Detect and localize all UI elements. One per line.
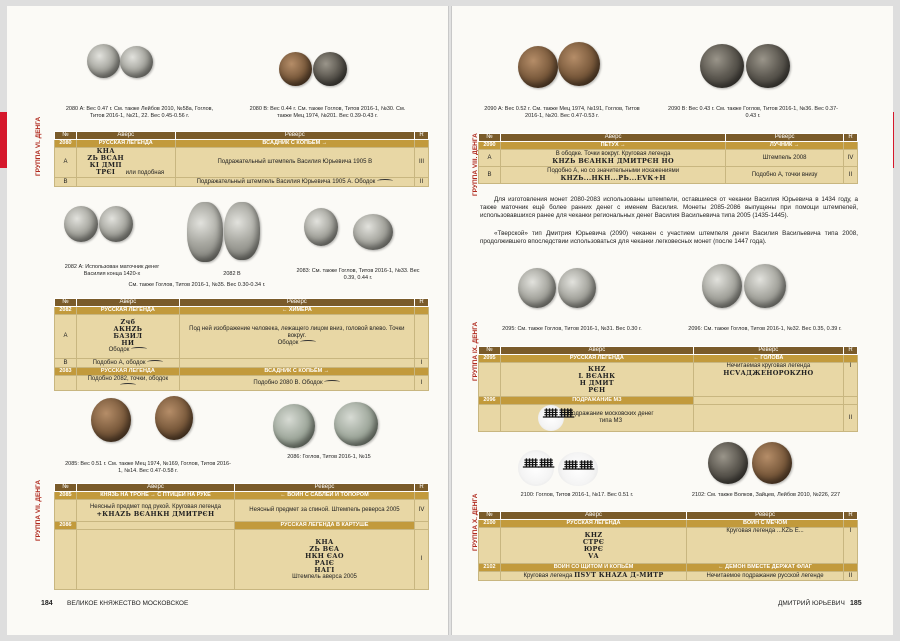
body-paragraph: Для изготовления монет 2080-2083 использованы штемпели, оставшиеся от чеканки Василия Юрьевича в 1434 году, а также маточник ещё более ранних денег с именем Василия. Монеты 2085-2086 выпущены при помощи штемпелей, использовавшихся ранее для чеканки региональных денег Василия Васильевича типа 2005 (1435-1445). bbox=[480, 196, 858, 219]
coin-photo-obverse bbox=[187, 202, 223, 262]
column-header: Реверс bbox=[693, 347, 843, 355]
coin-caption: 2096: См. также Гоглов, Титов 2016-1, №32. Вес 0.35, 0.39 г. bbox=[688, 326, 842, 332]
obverse-description: Неясный предмет под рукой. Круговая легенда bbox=[89, 503, 221, 510]
column-header: № bbox=[479, 512, 501, 520]
section-heading: ← ГОЛОВА bbox=[693, 355, 843, 363]
section-heading: РУССКАЯ ЛЕГЕНДА bbox=[77, 368, 180, 376]
column-header: R bbox=[844, 134, 858, 142]
section-heading: ВОИН С МЕЧОМ bbox=[687, 520, 844, 528]
type-number: 2082 bbox=[55, 307, 77, 315]
column-header: R bbox=[415, 132, 429, 140]
coin-photo-reverse bbox=[353, 214, 393, 250]
coin-photo-reverse bbox=[313, 52, 347, 86]
reverse-description: Под ней изображение человека, лежащего лицом вниз, головой влево. Точки вокруг. bbox=[189, 326, 405, 339]
coin-caption: 2082 В bbox=[223, 271, 241, 277]
column-header: № bbox=[55, 484, 77, 492]
column-header: R bbox=[844, 512, 858, 520]
coin-caption: 2080 В: Вес 0.44 г. См. также Гоглов, Титов 2016-1, №30. См. также Мец 1974, №201. Вес 0.39-0.43 г. bbox=[249, 106, 406, 119]
note-text: Ободок bbox=[108, 347, 130, 353]
type-number: 2096 bbox=[479, 397, 501, 405]
coin-photo-obverse bbox=[279, 52, 312, 86]
coin-photo-reverse bbox=[99, 206, 133, 242]
coin-photo-obverse bbox=[518, 46, 558, 88]
variant-letter: А bbox=[55, 315, 77, 359]
section-heading: РУССКАЯ ЛЕГЕНДА bbox=[77, 307, 180, 315]
legend-text: +КНАZЬ ВЄАНКН ДМИТРЄН bbox=[96, 509, 215, 518]
section-heading: ПЕТУХ → bbox=[501, 142, 726, 150]
section-heading: ← ВОИН С САБЛЕЙ И ТОПОРОМ bbox=[234, 492, 414, 500]
type-number: 2085 bbox=[55, 492, 77, 500]
section-heading: ВСАДНИК С КОПЬЁМ → bbox=[179, 368, 414, 376]
coin-photo-obverse bbox=[91, 398, 131, 442]
legend-text: Zчб АКНZЬ БАЗИЛ НИ bbox=[113, 318, 143, 347]
coin-caption: 2090 А: Вес 0.52 г. См. также Мец 1974, №191, Гоглов, Титов 2016-1, №20. Вес 0.47-0.53 г. bbox=[484, 106, 640, 119]
rarity: I bbox=[415, 376, 429, 391]
column-header: R bbox=[415, 484, 429, 492]
section-heading: ЛУЧНИК → bbox=[726, 142, 844, 150]
column-header: Реверс bbox=[179, 299, 414, 307]
rarity: II bbox=[844, 167, 858, 184]
coin-photo-obverse bbox=[702, 264, 742, 308]
coin-photo-obverse bbox=[64, 206, 98, 242]
rim-icon bbox=[147, 360, 163, 364]
rarity: IV bbox=[844, 150, 858, 167]
reverse-description: Нечитаемая круговая легенда bbox=[726, 363, 811, 369]
column-header: № bbox=[479, 347, 501, 355]
running-title: ДМИТРИЙ ЮРЬЕВИЧ bbox=[778, 600, 845, 607]
type-number: 2086 bbox=[55, 522, 77, 530]
legend-text: КНZЬ ВЄАНКН ДМИТРЄН НО bbox=[552, 157, 674, 165]
rim-icon bbox=[377, 179, 393, 183]
coin-table bbox=[54, 483, 429, 590]
type-number: 2083 bbox=[55, 368, 77, 376]
coin-photo-obverse bbox=[87, 44, 120, 78]
coin-photo-reverse bbox=[558, 42, 600, 86]
variant-letter: В bbox=[55, 359, 77, 368]
coin-photo-obverse bbox=[518, 268, 556, 308]
column-header: Аверс bbox=[77, 132, 176, 140]
section-heading: РУССКАЯ ЛЕГЕНДА bbox=[501, 520, 687, 528]
legend-text: КНZЬ...НКН...РЬ...ЕVК+Н bbox=[560, 174, 666, 182]
rarity: III bbox=[415, 148, 429, 178]
rim-icon bbox=[131, 347, 147, 351]
section-heading: ← ХИМЕРА bbox=[179, 307, 414, 315]
coin-table bbox=[54, 131, 429, 187]
section-heading: РУССКАЯ ЛЕГЕНДА bbox=[77, 140, 176, 148]
coin-caption: 2086: Гоглов, Титов 2016-1, №15 bbox=[287, 454, 371, 460]
coin-caption: 2090 В: Вес 0.43 г. См. также Гоглов, Титов 2016-1, №36. Вес 0.37-0.43 г. bbox=[668, 106, 838, 119]
note-text: Ободок bbox=[277, 340, 299, 346]
rim-icon bbox=[120, 383, 136, 387]
obverse-description: Подобно А, ободок bbox=[92, 359, 146, 366]
group-label: ГРУППА VII. ДЕНГА bbox=[35, 479, 42, 541]
legend-text: КНА ZЬ ВЄА НКН ЄАО РАІЄ НАГІ bbox=[305, 537, 344, 574]
rarity: II bbox=[844, 572, 858, 581]
coin-table bbox=[478, 133, 858, 184]
reverse-description: Штемпель 2008 bbox=[726, 150, 844, 167]
coin-table bbox=[478, 346, 858, 432]
legend-text: КНZ L ВЄАНК Н ДМИТ РЄН bbox=[578, 364, 616, 394]
legend-text: КНZ СТРЄ ЮРЄ VА bbox=[582, 530, 605, 560]
coin-photo-reverse bbox=[558, 268, 596, 308]
coin-caption: 2085: Вес 0.51 г. См. также Мец 1974, №169, Гоглов, Титов 2016-1, №14. Вес 0.47-0.58 г. bbox=[65, 461, 231, 474]
legend-text: НСVАДЖЕНОРОКZНО bbox=[723, 369, 814, 377]
coin-photo-reverse bbox=[224, 202, 260, 260]
reverse-description: Подобно 2080 В. Ободок bbox=[253, 379, 323, 386]
type-number: 2095 bbox=[479, 355, 501, 363]
section-heading: РУССКАЯ ЛЕГЕНДА В КАРТУШЕ bbox=[234, 522, 414, 530]
type-number: 2080 bbox=[55, 140, 77, 148]
coin-sketch bbox=[538, 405, 564, 431]
rarity: I bbox=[844, 528, 858, 564]
reverse-description: Нечитаемое подражание русской легенде bbox=[687, 572, 844, 581]
coin-caption: См. также Гоглов, Титов 2016-1, №35. Вес 0.30-0.34 г. bbox=[128, 282, 266, 288]
column-header: Аверс bbox=[501, 347, 694, 355]
column-header: Аверс bbox=[501, 512, 687, 520]
rarity: II bbox=[415, 178, 429, 187]
coin-photo-reverse bbox=[334, 402, 378, 446]
coin-caption: 2095: См. также Гоглов, Титов 2016-1, №31. Вес 0.30 г. bbox=[502, 326, 642, 332]
obverse-description: В ободке. Точки вокруг. Круговая легенда bbox=[555, 151, 671, 157]
group-label: ГРУППА IX. ДЕНГА bbox=[472, 321, 479, 381]
reverse-description: Круговая легенда ...КZЬ Е... bbox=[687, 528, 844, 564]
coin-caption: 2083: См. также Гоглов, Титов 2016-1, №33. Вес 0.39, 0.44 г. bbox=[296, 268, 420, 281]
column-header: № bbox=[55, 299, 77, 307]
rim-icon bbox=[324, 380, 340, 384]
coin-photo-obverse bbox=[273, 404, 315, 448]
legend-text: КНА ZЬ ВСАН КI ДМП ТРЄI bbox=[87, 147, 124, 176]
section-heading: РУССКАЯ ЛЕГЕНДА bbox=[501, 355, 694, 363]
column-header: Реверс bbox=[175, 132, 414, 140]
coin-table bbox=[478, 511, 858, 581]
coin-table bbox=[54, 298, 429, 391]
group-label: ГРУППА VIII. ДЕНГА bbox=[472, 133, 479, 196]
reverse-description: Неясный предмет за спиной. Штемпель реверса 2005 bbox=[234, 500, 414, 522]
rarity: II bbox=[844, 405, 858, 432]
variant-letter: В bbox=[479, 167, 501, 184]
coin-sketch bbox=[518, 450, 554, 486]
coin-photo-reverse bbox=[744, 264, 786, 308]
column-header: Реверс bbox=[234, 484, 414, 492]
page-number: 185 bbox=[850, 600, 862, 607]
coin-photo-obverse bbox=[700, 44, 744, 88]
rim-icon bbox=[300, 340, 316, 344]
rarity: I bbox=[844, 363, 858, 397]
rarity: I bbox=[415, 530, 429, 590]
note-text: Штемпель аверса 2005 bbox=[292, 573, 357, 580]
reverse-description: Подражательный штемпель Василия Юрьевича 1905 В bbox=[175, 148, 414, 178]
reverse-description: Подражательный штемпель Василия Юрьевича 1905 А. Ободок bbox=[196, 178, 376, 185]
column-header: Реверс bbox=[687, 512, 844, 520]
reverse-description: Подобно А, точки внизу bbox=[726, 167, 844, 184]
coin-photo-obverse bbox=[708, 442, 748, 484]
column-header: Аверс bbox=[501, 134, 726, 142]
note-text: или подобная bbox=[125, 170, 165, 176]
section-heading: ВСАДНИК С КОПЬЁМ → bbox=[175, 140, 414, 148]
legend-text: ПЅУТ КНАZА Д-МИТР bbox=[574, 571, 664, 579]
obverse-description: Подражание московских денег типа МЗ bbox=[567, 411, 654, 424]
page-number: 184 bbox=[41, 600, 53, 607]
obverse-description: Круговая легенда bbox=[523, 573, 573, 579]
obverse-description: Подобно 2082, точки, ободок bbox=[87, 376, 169, 382]
column-header: R bbox=[415, 299, 429, 307]
rarity: I bbox=[415, 359, 429, 368]
coin-sketch bbox=[558, 452, 598, 486]
column-header: № bbox=[55, 132, 77, 140]
group-label: ГРУППА VI. ДЕНГА bbox=[35, 116, 42, 176]
column-header: Аверс bbox=[77, 484, 235, 492]
obverse-description: Подобно А, но со значительными искажениями bbox=[547, 168, 680, 174]
coin-caption: 2082 А: Использован маточник денег Василия конца 1420-х bbox=[64, 264, 160, 277]
column-header: Аверс bbox=[77, 299, 180, 307]
section-heading: ← ДЕМОН ВМЕСТЕ ДЕРЖАТ ФЛАГ bbox=[687, 564, 844, 572]
type-number: 2102 bbox=[479, 564, 501, 572]
coin-photo-reverse bbox=[155, 396, 193, 440]
section-heading: ПОДРАЖАНИЕ МЗ bbox=[501, 397, 694, 405]
coin-photo-obverse bbox=[304, 208, 338, 246]
left-page bbox=[7, 6, 448, 635]
coin-photo-reverse bbox=[752, 442, 792, 484]
rarity: IV bbox=[415, 500, 429, 522]
right-page bbox=[452, 6, 893, 635]
coin-caption: 2102: См. также Волков, Зайцев, Лейбов 2010, №226, 227 bbox=[691, 492, 841, 498]
variant-letter: А bbox=[55, 148, 77, 178]
running-title: ВЕЛИКОЕ КНЯЖЕСТВО МОСКОВСКОЕ bbox=[67, 600, 189, 607]
variant-letter: В bbox=[55, 178, 77, 187]
variant-letter: А bbox=[479, 150, 501, 167]
group-label: ГРУППА X. ДЕНГА bbox=[472, 493, 479, 551]
coin-photo-reverse bbox=[120, 46, 153, 78]
coin-caption: 2100: Гоглов, Титов 2016-1, №17. Вес 0.51 г. bbox=[520, 492, 634, 498]
section-heading: КНЯЗЬ НА ТРОНЕ → С ПТИЦЕЙ НА РУКЕ bbox=[77, 492, 235, 500]
type-number: 2090 bbox=[479, 142, 501, 150]
column-header: Реверс bbox=[726, 134, 844, 142]
coin-photo-reverse bbox=[746, 44, 790, 88]
type-number: 2100 bbox=[479, 520, 501, 528]
column-header: № bbox=[479, 134, 501, 142]
section-heading: ВОИН СО ЩИТОМ И КОПЬЁМ bbox=[501, 564, 687, 572]
coin-caption: 2080 А: Вес 0.47 г. См. также Лейбов 2010, №58а, Гоглов, Титов 2016-1, №21, 22. Вес 0.45-0.56 г. bbox=[65, 106, 214, 119]
column-header: R bbox=[844, 347, 858, 355]
body-paragraph: «Тверской» тип Дмитрия Юрьевича (2090) чеканен с участием штемпеля денги Василия Васильевича типа 2008, продолжившего впоследствии использоваться для чеканки легковесных монет (после 1447 года). bbox=[480, 230, 858, 245]
